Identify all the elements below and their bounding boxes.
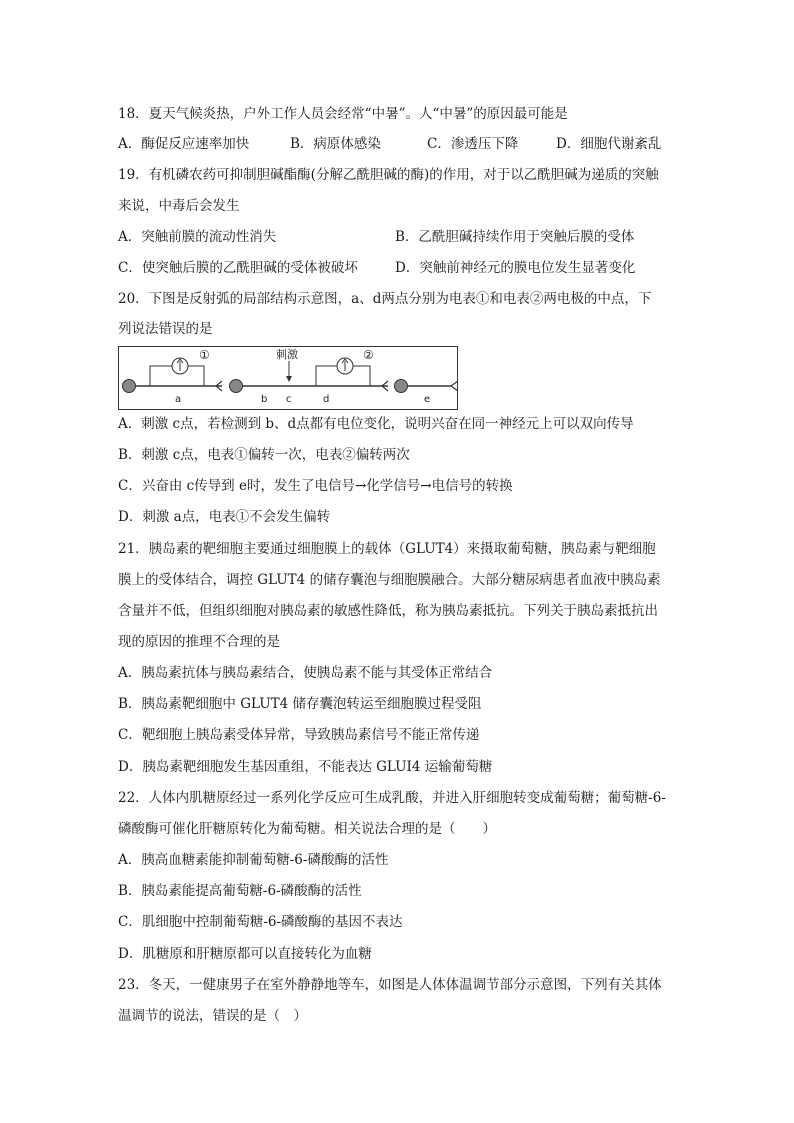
point-label-e: e [424, 394, 431, 405]
point-label-b: b [261, 394, 268, 405]
point-label-d: d [323, 394, 330, 405]
q19-option-c: C．使突触后膜的乙酰胆碱的受体被破坏 [118, 260, 358, 276]
reflex-arc-diagram [118, 346, 458, 410]
neuron3-cell-body [395, 380, 408, 393]
q18-stem: 18．夏天气候炎热，户外工作人员会经常“中暑”。人“中暑”的原因最可能是 [118, 106, 568, 122]
neuron2-cell-body [230, 380, 243, 393]
q21-stem-line2: 膜上的受体结合，调控 GLUT4 的储存囊泡与细胞膜融合。大部分糖尿病患者血液中胰岛素 [118, 572, 661, 588]
q19-stem-line1: 19．有机磷农药可抑制胆碱酯酶(分解乙酰胆碱的酶)的作用，对于以乙酰胆碱为递质的突触 [118, 167, 659, 183]
q20-option-b: B．刺激 c点，电表①偏转一次，电表②偏转两次 [118, 447, 410, 463]
q19-option-d: D．突触前神经元的膜电位发生显著变化 [395, 260, 636, 276]
q21-stem-line1: 21．胰岛素的靶细胞主要通过细胞膜上的载体（GLUT4）来摄取葡萄糖，胰岛素与靶细胞 [118, 541, 656, 557]
stimulus-label: 刺激 [276, 348, 298, 361]
q22-option-c: C．肌细胞中控制葡萄糖-6-磷酸酶的基因不表达 [118, 914, 403, 930]
q22-option-a: A．胰高血糖素能抑制葡萄糖-6-磷酸酶的活性 [118, 852, 389, 868]
q18-option-c: C．渗透压下降 [427, 136, 519, 152]
q20-stem-line1: 20．下图是反射弧的局部结构示意图，a、d两点分别为电表①和电表②两电极的中点，下 [118, 291, 652, 307]
q19-option-b: B．乙酰胆碱持续作用于突触后膜的受体 [395, 229, 635, 245]
point-label-a: a [175, 394, 182, 405]
q21-option-b: B．胰岛素靶细胞中 GLUT4 储存囊泡转运至细胞膜过程受阻 [118, 696, 482, 712]
q23-stem-line1: 23．冬天，一健康男子在室外静静地等车，如图是人体体温调节部分示意图，下列有关其体 [118, 977, 662, 993]
q22-stem-line2: 磷酸酶可催化肝糖原转化为葡萄糖。相关说法合理的是（ ） [118, 821, 496, 837]
q21-option-c: C．靶细胞上胰岛素受体异常，导致胰岛素信号不能正常传递 [118, 727, 480, 743]
q20-option-a: A．刺激 c点，若检测到 b、d点都有电位变化，说明兴奋在同一神经元上可以双向传导 [118, 416, 634, 432]
meter1-label: ① [199, 348, 210, 362]
neuron1-cell-body [123, 380, 136, 393]
q19-stem-line2: 来说，中毒后会发生 [118, 198, 240, 214]
q18-option-b: B．病原体感染 [290, 136, 381, 152]
q21-stem-line3: 含量并不低，但组织细胞对胰岛素的敏感性降低，称为胰岛素抵抗。下列关于胰岛素抵抗出 [118, 603, 658, 619]
q20-stem-line2: 列说法错误的是 [118, 321, 213, 337]
q20-option-c: C．兴奋由 c传导到 e时，发生了电信号→化学信号→电信号的转换 [118, 478, 513, 494]
q18-option-d: D．细胞代谢紊乱 [556, 136, 662, 152]
q23-stem-line2: 温调节的说法，错误的是（ ） [118, 1008, 307, 1024]
q22-stem-line1: 22．人体内肌糖原经过一系列化学反应可生成乳酸，并进入肝细胞转变成葡萄糖；葡萄糖-6- [118, 790, 666, 806]
q22-option-d: D．肌糖原和肝糖原都可以直接转化为血糖 [118, 946, 372, 962]
q20-option-d: D．刺激 a点，电表①不会发生偏转 [118, 509, 331, 525]
q21-option-d: D．胰岛素靶细胞发生基因重组，不能表达 GLUI4 运输葡萄糖 [118, 759, 493, 775]
q21-option-a: A．胰岛素抗体与胰岛素结合，使胰岛素不能与其受体正常结合 [118, 665, 493, 681]
point-label-c: c [286, 394, 292, 405]
q19-option-a: A．突触前膜的流动性消失 [118, 229, 277, 245]
meter2-label: ② [363, 348, 374, 362]
q21-stem-line4: 现的原因的推理不合理的是 [118, 634, 280, 650]
q22-option-b: B．胰岛素能提高葡萄糖-6-磷酸酶的活性 [118, 883, 362, 899]
q18-option-a: A．酶促反应速率加快 [118, 136, 250, 152]
